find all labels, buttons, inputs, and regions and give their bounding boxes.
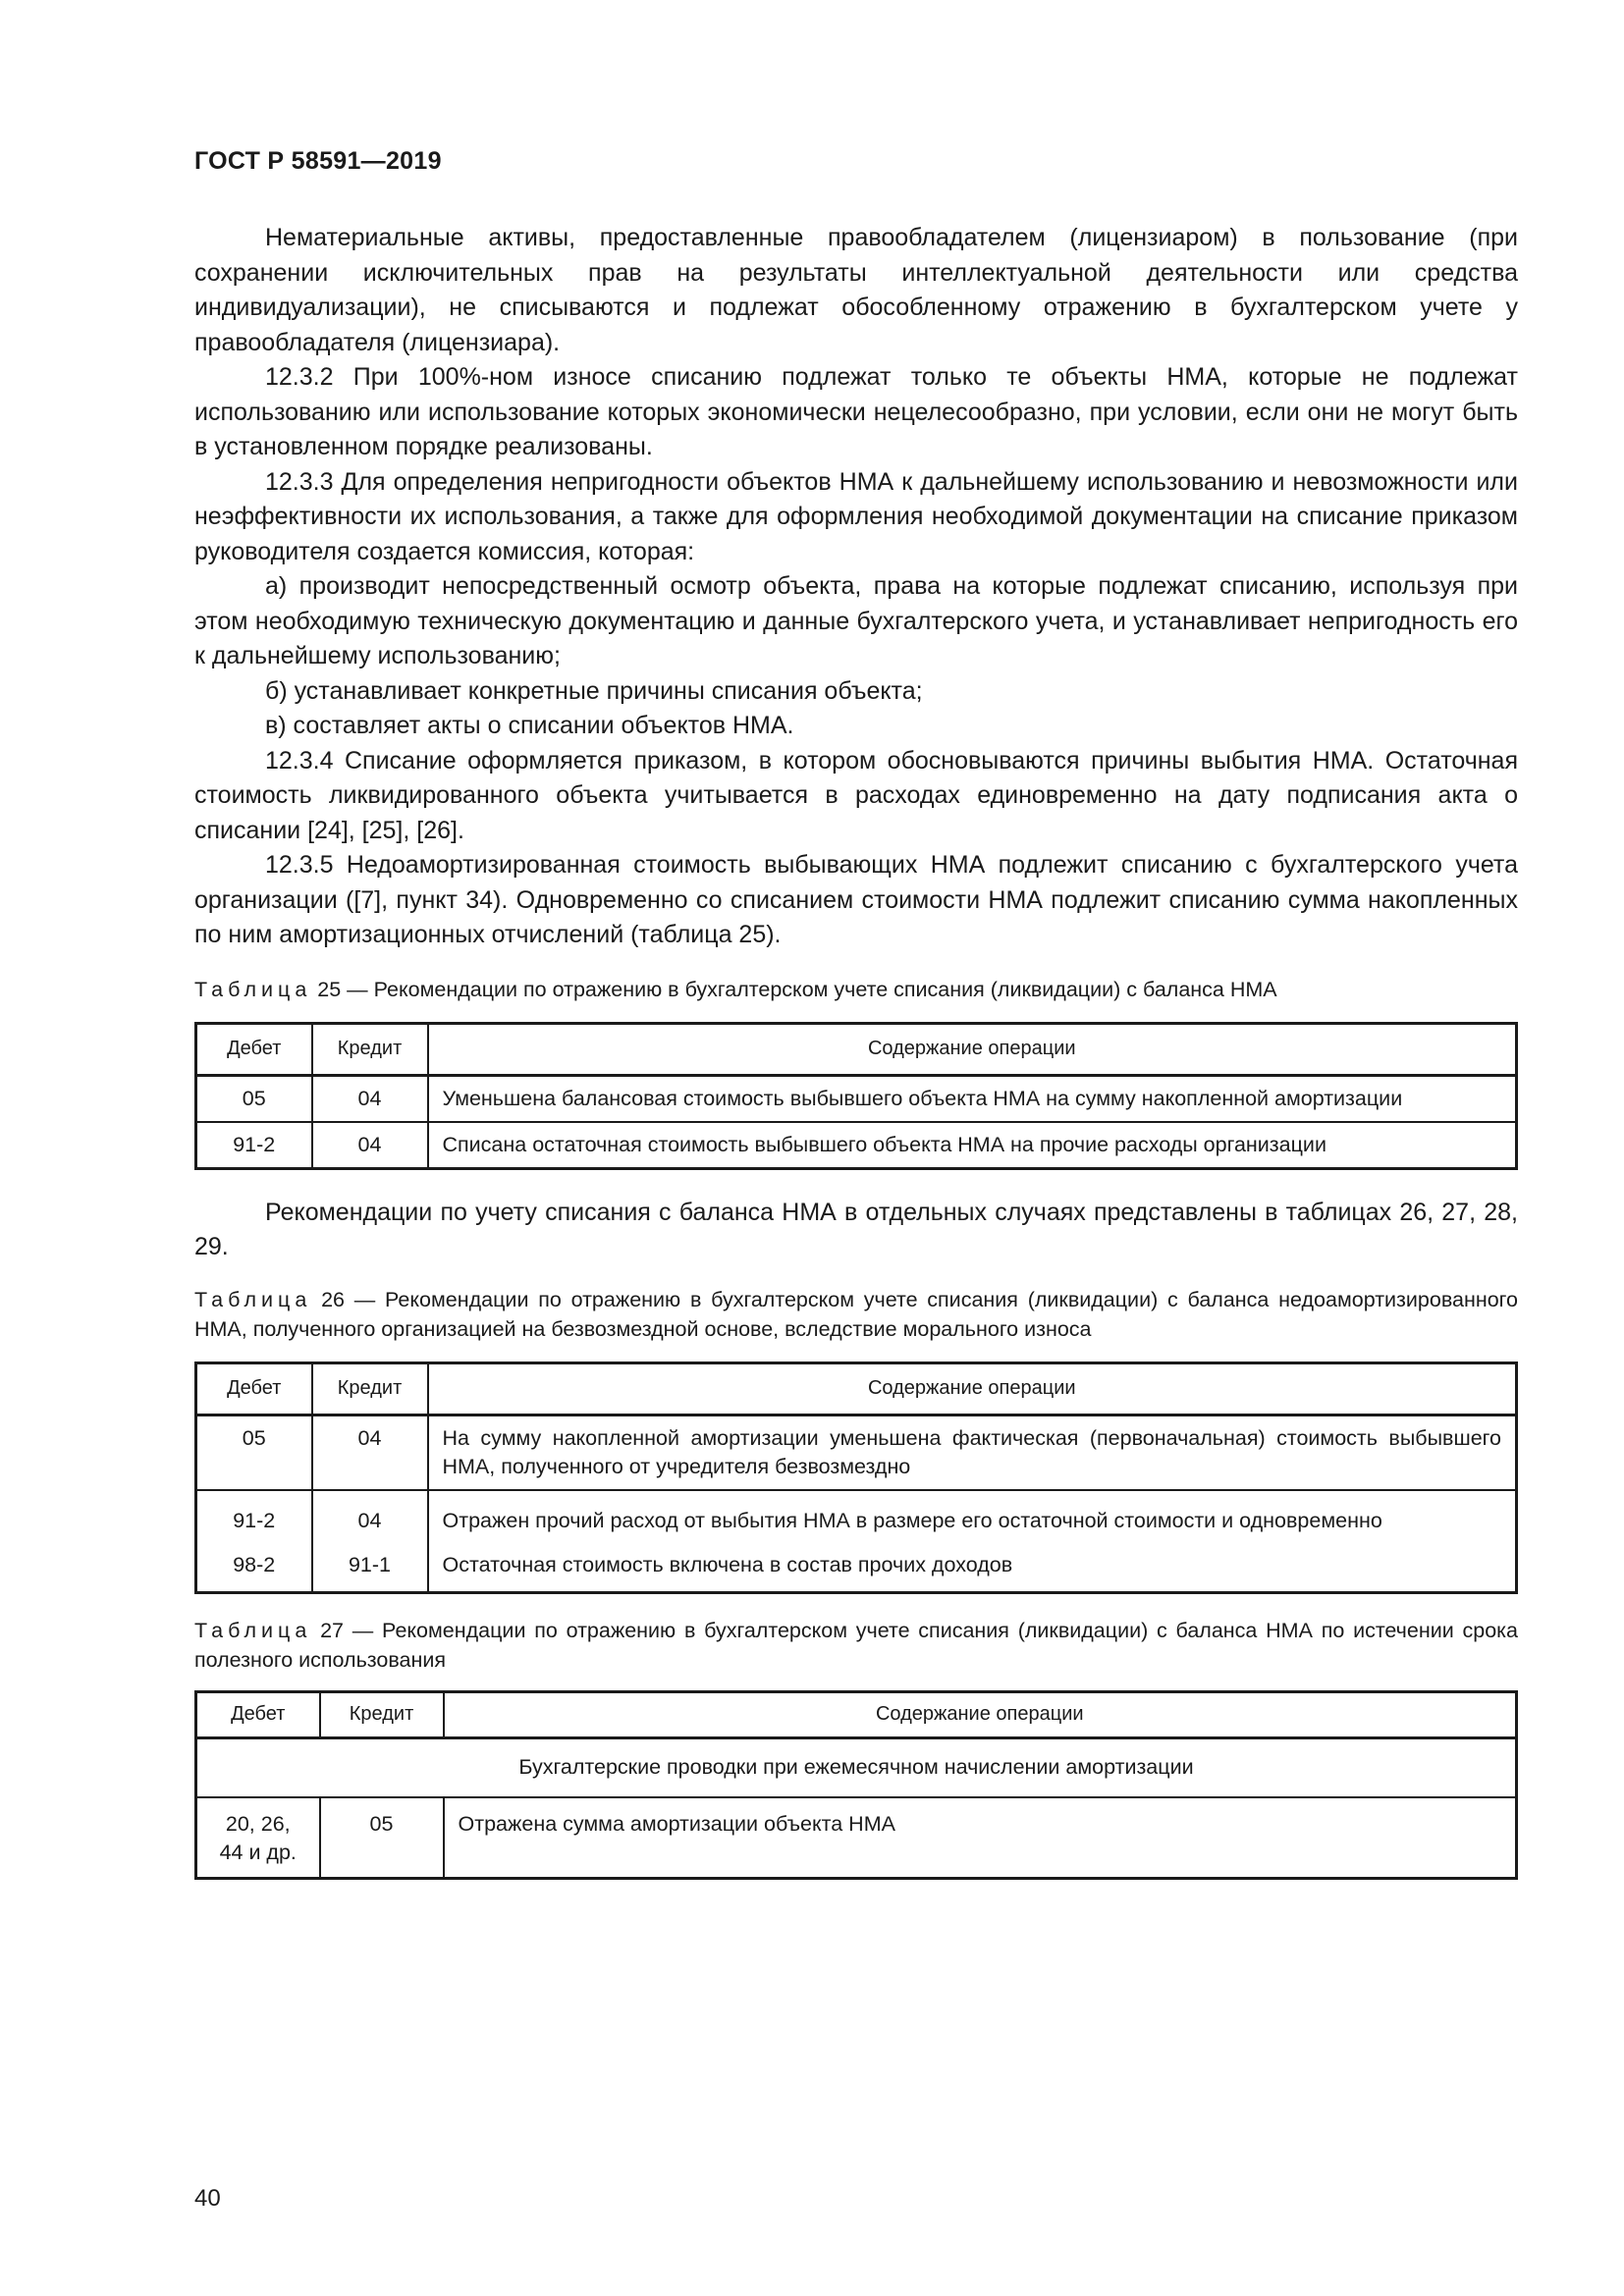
table-section-row [196, 1737, 1517, 1797]
header-content: Содержание операции [444, 1691, 1517, 1737]
cell-credit: 04 [312, 1122, 428, 1169]
paragraph-12-3-5: 12.3.5 Недоамортизированная стоимость выбывающих НМА подлежит списанию с бухгалтерского учета организации ([7], пункт 34). Одновременно со списанием стоимости НМА подлежит списанию сумма накопленных по ним амортизационных отчислений (таблица 25). [194, 851, 1518, 948]
header-credit: Кредит [312, 1362, 428, 1415]
paragraph-recommendations: Рекомендации по учету списания с баланса НМА в отдельных случаях представлены в таблицах 26, 27, 28, 29. [194, 1198, 1518, 1260]
cell-debit: 91-2 [196, 1490, 312, 1543]
table-26-caption-text: 26 — Рекомендации по отражению в бухгалтерском учете списания (ликвидации) с баланса недоамортизированного НМА, полученного организацией на безвозмездной основе, вследствие морального износа [194, 1287, 1519, 1341]
header-credit: Кредит [320, 1691, 444, 1737]
paragraph-12-3-3: 12.3.3 Для определения непригодности объектов НМА к дальнейшему использованию и невозможности или неэффективности их использования, а также для оформления необходимой документации на списание приказом руководителя создается комиссия, которая: [194, 467, 1518, 565]
table-row [196, 1543, 1517, 1593]
table-row [196, 1122, 1517, 1169]
cell-content: Отражена сумма амортизации объекта НМА [444, 1797, 1517, 1879]
table-26 [194, 1362, 1518, 1594]
header-debit: Дебет [196, 1023, 312, 1075]
document-header: ГОСТ Р 58591—2019 [194, 147, 442, 175]
table-27-caption-text: 27 — Рекомендации по отражению в бухгалтерском учете списания (ликвидации) с баланса НМА по истечении срока полезного использования [194, 1618, 1518, 1672]
table-27 [194, 1690, 1518, 1880]
table-label: Таблица [194, 1618, 312, 1642]
list-item-a: а) производит непосредственный осмотр объекта, права на которые подлежат списанию, используя при этом необходимую техническую документацию и данные бухгалтерского учета, и устанавливает непригодность его к дальнейшему использованию; [194, 572, 1518, 669]
cell-content: Списана остаточная стоимость выбывшего объекта НМА на прочие расходы организации [428, 1122, 1517, 1169]
header-content: Содержание операции [428, 1023, 1517, 1075]
document-page [194, 147, 1518, 1880]
table-label: Таблица [194, 977, 312, 1001]
table-25-caption-text: 25 — Рекомендации по отражению в бухгалтерском учете списания (ликвидации) с баланса НМА [317, 977, 1277, 1001]
cell-content: На сумму накопленной амортизации уменьшена фактическая (первоначальная) стоимость выбывшего НМА, полученного от учредителя безвозмездно [428, 1415, 1517, 1490]
table-row [196, 1075, 1517, 1122]
header-debit: Дебет [196, 1691, 320, 1737]
cell-credit: 91-1 [312, 1543, 428, 1593]
table-25-caption [194, 975, 1518, 1004]
cell-content: Уменьшена балансовая стоимость выбывшего объекта НМА на сумму накопленной амортизации [428, 1075, 1517, 1122]
page-number: 40 [194, 2185, 221, 2212]
table-row [196, 1490, 1517, 1543]
table-header-row [196, 1023, 1517, 1075]
list-item-c: в) составляет акты о списании объектов НМА. [265, 712, 794, 739]
cell-debit: 98-2 [196, 1543, 312, 1593]
cell-debit: 05 [196, 1415, 312, 1490]
header-content: Содержание операции [428, 1362, 1517, 1415]
cell-credit: 05 [320, 1797, 444, 1879]
section-title: Бухгалтерские проводки при ежемесячном начислении амортизации [196, 1737, 1517, 1797]
cell-debit: 05 [196, 1075, 312, 1122]
cell-credit: 04 [312, 1075, 428, 1122]
paragraph-12-3-4: 12.3.4 Списание оформляется приказом, в котором обосновываются причины выбытия НМА. Остаточная стоимость ликвидированного объекта учитывается в расходах единовременно на дату подписания акта о списании [24], [25], [26]. [194, 746, 1518, 844]
cell-content: Отражен прочий расход от выбытия НМА в размере его остаточной стоимости и одновременно [428, 1490, 1517, 1543]
table-25 [194, 1022, 1518, 1170]
cell-debit: 91-2 [196, 1122, 312, 1169]
table-header-row [196, 1362, 1517, 1415]
cell-credit: 04 [312, 1490, 428, 1543]
header-credit: Кредит [312, 1023, 428, 1075]
list-item-b: б) устанавливает конкретные причины списания объекта; [265, 676, 923, 705]
paragraph-12-3-2: 12.3.2 При 100%-ном износе списанию подлежат только те объекты НМА, которые не подлежат использованию или использование которых экономически нецелесообразно, при условии, если они не могут быть в установленном порядке реализованы. [194, 363, 1518, 460]
table-label: Таблица [194, 1287, 312, 1311]
header-debit: Дебет [196, 1362, 312, 1415]
table-26-caption [194, 1285, 1518, 1344]
table-27-caption [194, 1616, 1518, 1675]
table-row [196, 1415, 1517, 1490]
cell-content: Остаточная стоимость включена в состав прочих доходов [428, 1543, 1517, 1593]
cell-credit: 04 [312, 1415, 428, 1490]
cell-debit: 20, 26, 44 и др. [196, 1797, 320, 1879]
table-row [196, 1797, 1517, 1879]
paragraph: Нематериальные активы, предоставленные правообладателем (лицензиаром) в пользование (при сохранении исключительных прав на результаты интеллектуальной деятельности или средства индивидуализации), не списываются и подлежат обособленному отражению в бухгалтерском учете у правообладателя (лицензиара). [194, 224, 1518, 356]
table-header-row [196, 1691, 1517, 1737]
